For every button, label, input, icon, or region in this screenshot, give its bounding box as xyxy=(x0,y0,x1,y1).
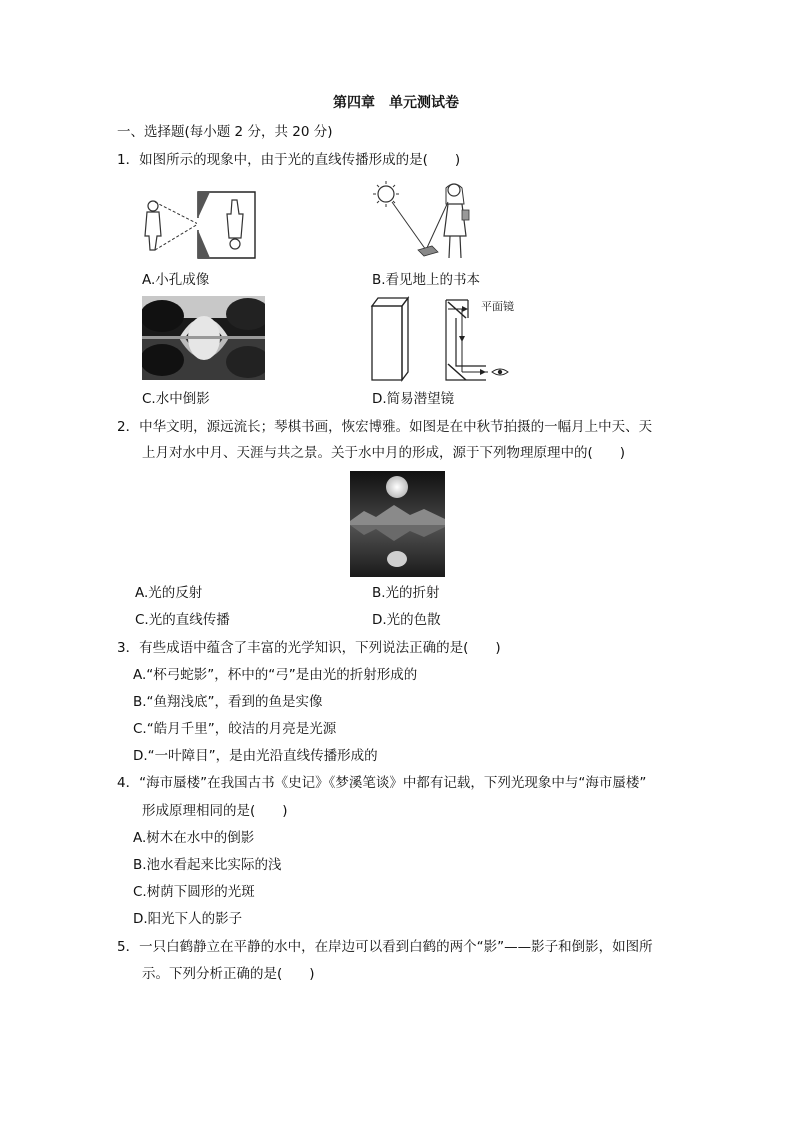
question-4-line1: 4．“海市蜃楼”在我国古书《史记》《梦溪笔谈》中都有记载，下列光现象中与“海市蜃楼” xyxy=(117,775,647,791)
q2-option-c: C.光的直线传播 xyxy=(135,612,230,628)
pinhole-imaging-figure xyxy=(135,188,265,260)
moon-reflection-photo xyxy=(350,471,445,577)
q4-option-a: A.树木在水中的倒影 xyxy=(133,830,255,846)
q4-option-d: D.阳光下人的影子 xyxy=(133,911,243,927)
q1-option-b: B.看见地上的书本 xyxy=(372,272,481,288)
q3-option-c: C.“皓月千里”，皎洁的月亮是光源 xyxy=(133,721,337,737)
bridge-reflection-photo xyxy=(142,296,265,380)
q1-option-c: C.水中倒影 xyxy=(142,391,210,407)
question-2-line1: 2．中华文明，源远流长；琴棋书画，恢宏博雅。如图是在中秋节拍摄的一幅月上中天、天 xyxy=(117,419,653,435)
question-5-line2: 示。下列分析正确的是( ) xyxy=(142,966,315,982)
question-1-stem: 1．如图所示的现象中，由于光的直线传播形成的是( ) xyxy=(117,152,461,168)
plane-mirror-label: 平面镜 xyxy=(481,300,514,313)
question-4-line2: 形成原理相同的是( ) xyxy=(142,803,288,819)
q1-option-a: A.小孔成像 xyxy=(142,272,210,288)
q4-option-b: B.池水看起来比实际的浅 xyxy=(133,857,282,873)
q4-option-c: C.树荫下圆形的光斑 xyxy=(133,884,255,900)
seeing-book-figure xyxy=(372,180,482,262)
q2-option-d: D.光的色散 xyxy=(372,612,441,628)
q3-option-a: A.“杯弓蛇影”，杯中的“弓”是由光的折射形成的 xyxy=(133,667,418,683)
q2-option-a: A.光的反射 xyxy=(135,585,203,601)
question-2-line2: 上月对水中月、天涯与共之景。关于水中月的形成，源于下列物理原理中的( ) xyxy=(142,445,626,461)
q3-option-b: B.“鱼翔浅底”，看到的鱼是实像 xyxy=(133,694,323,710)
section-heading: 一、选择题(每小题 2 分，共 20 分) xyxy=(117,124,333,140)
question-5-line1: 5．一只白鹤静立在平静的水中，在岸边可以看到白鹤的两个“影”——影子和倒影，如图所 xyxy=(117,939,653,955)
q3-option-d: D.“一叶障目”，是由光沿直线传播形成的 xyxy=(133,748,378,764)
question-3-stem: 3．有些成语中蕴含了丰富的光学知识，下列说法正确的是( ) xyxy=(117,640,501,656)
q2-option-b: B.光的折射 xyxy=(372,585,440,601)
page-title: 第四章 单元测试卷 xyxy=(333,95,459,111)
q1-option-d: D.简易潜望镜 xyxy=(372,391,455,407)
